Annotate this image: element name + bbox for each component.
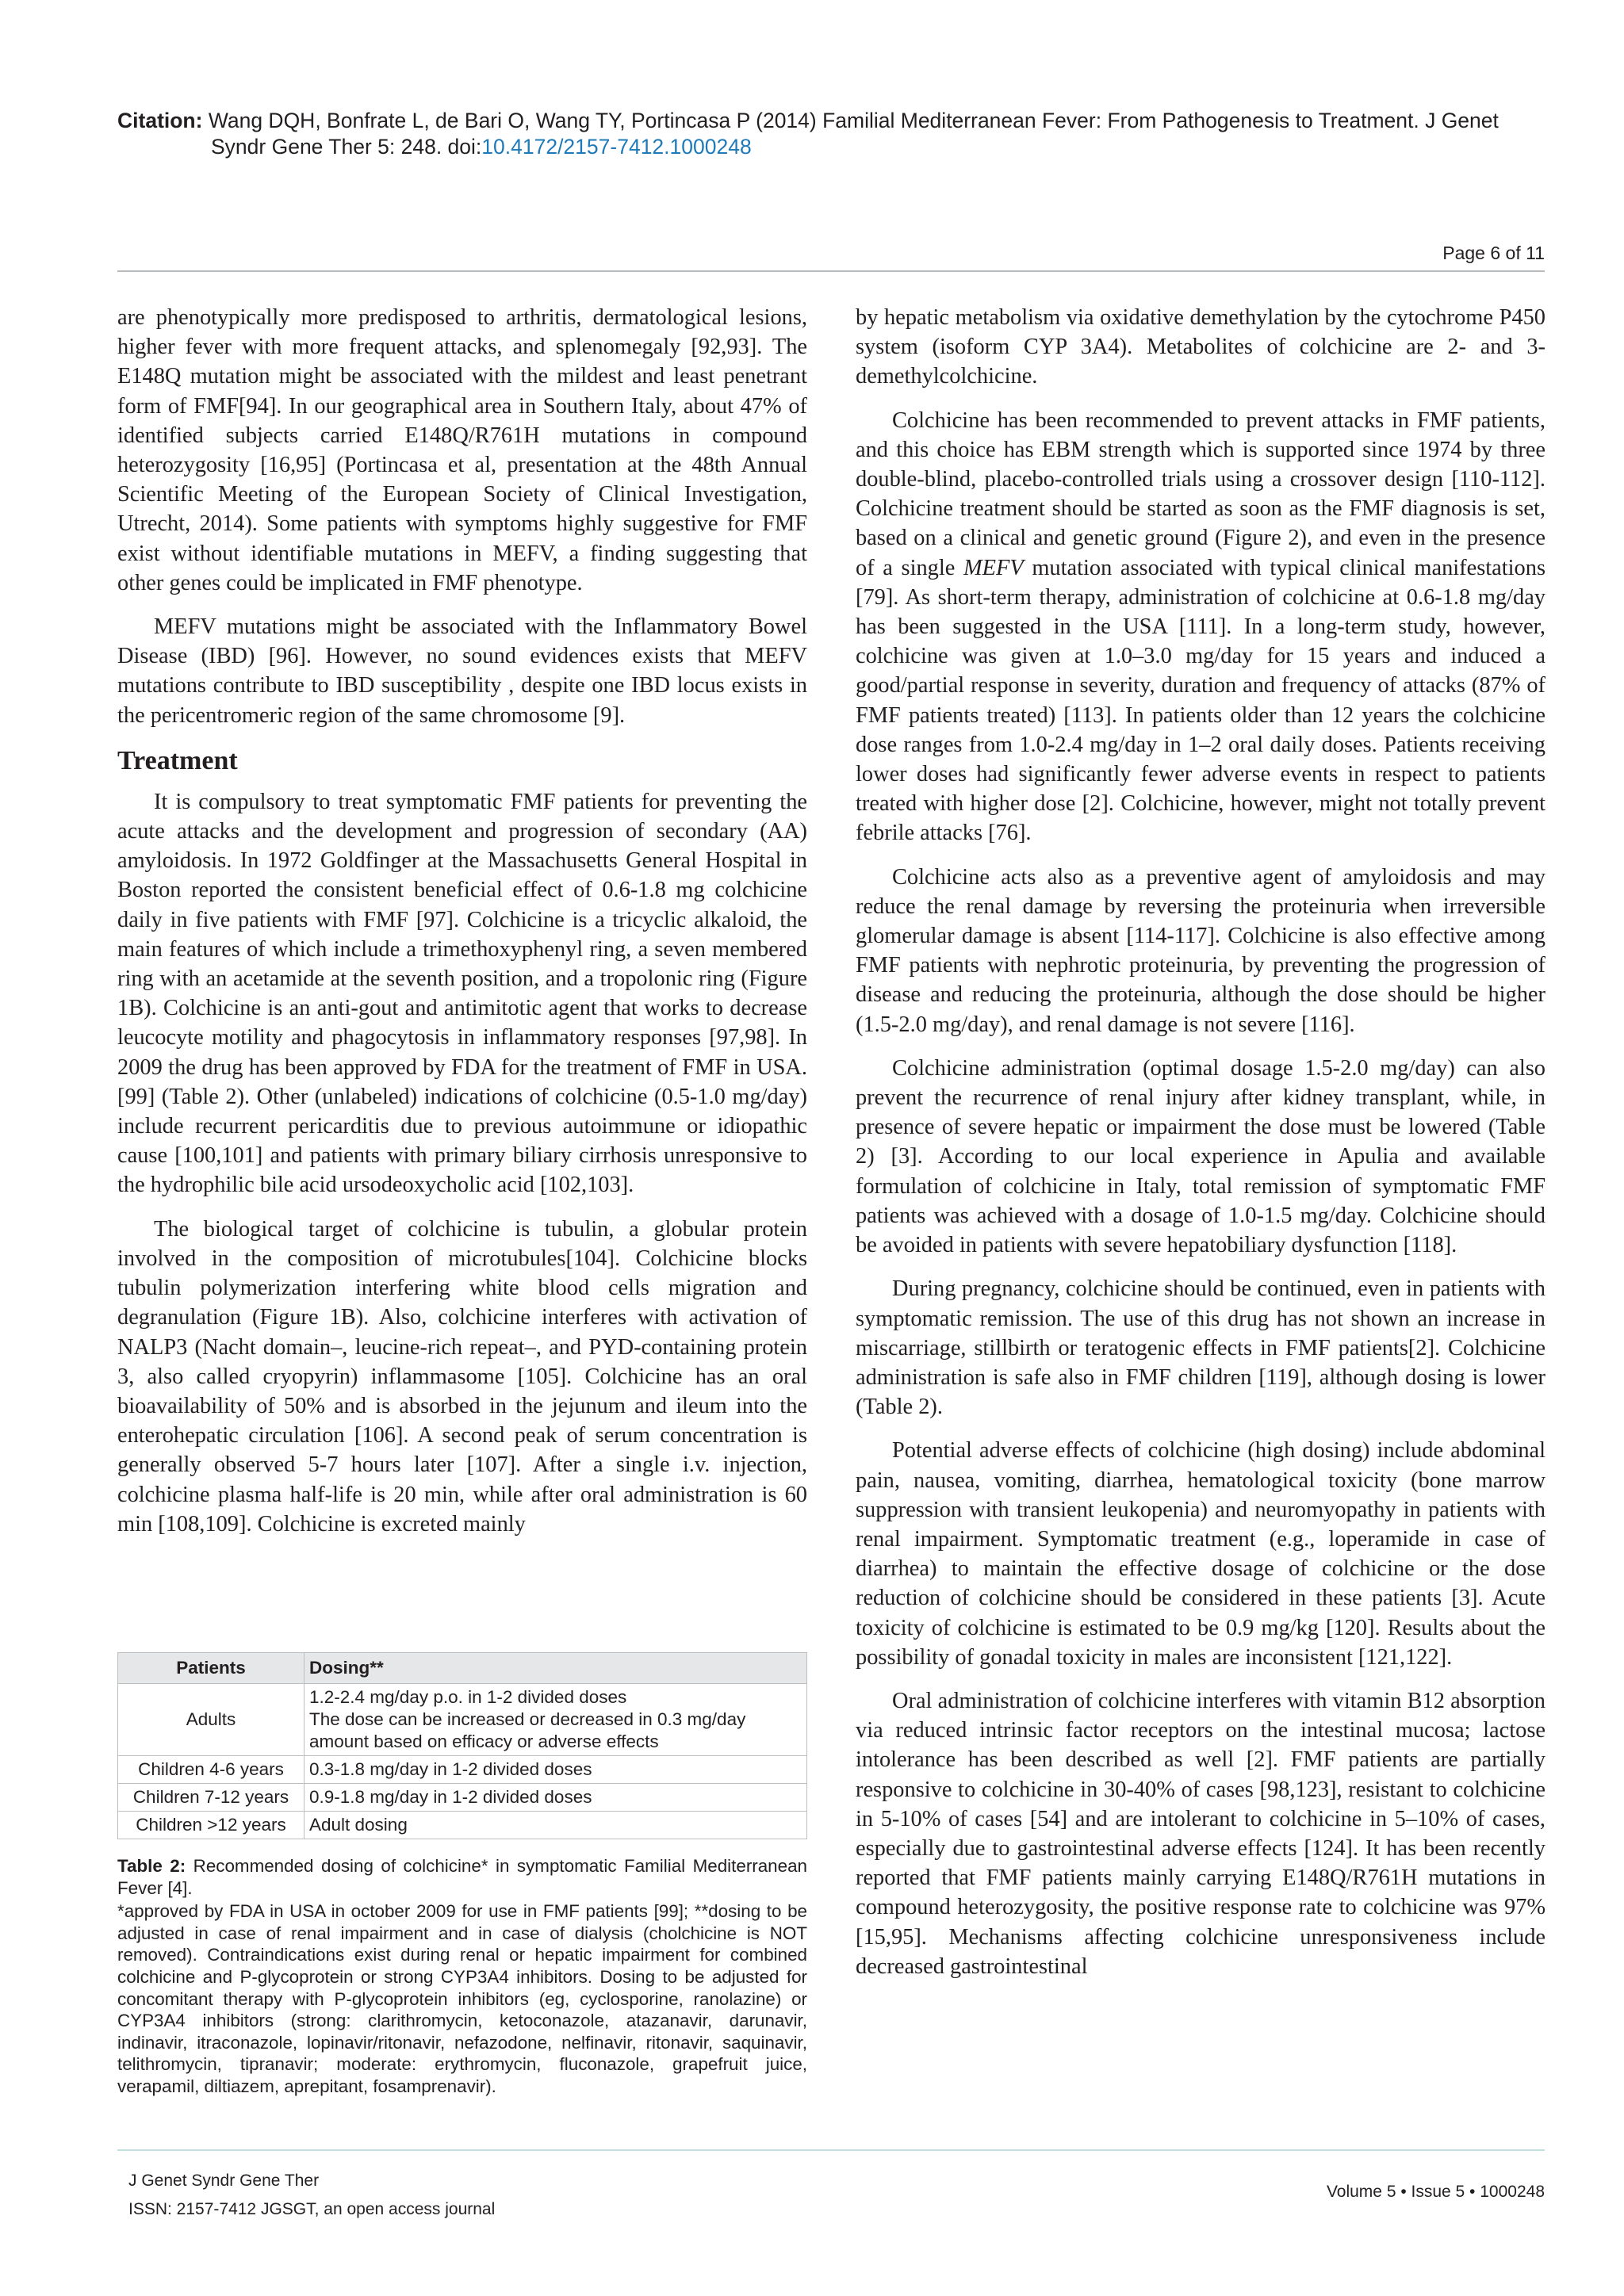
caption-title — [117, 1855, 807, 1899]
paragraph: Potential adverse effects of colchicine (high dosing) include abdominal pain, nausea, vomiting, diarrhea, hematological toxicity (bone marrow suppression with transient leukopenia) and neuromyopathy in patients with renal impairment. Symptomatic treatment (e.g., loperamide in case of diarrhea) to maintain the effective dosage of colchicine or the dose reduction of colchicine should be considered in these patients [3]. Acute toxicity of colchicine is estimated to be 0.9 mg/kg [120]. Results about the possibility of gonadal toxicity in males are inconsistent [121,122]. — [856, 1438, 1545, 1670]
paragraph: The biological target of colchicine is tubulin, a globular protein involved in the composition of microtubules[104]. Colchicine blocks tubulin polymerization interfering white blood cells migration and degranulation (Figure 1B). Also, colchicine interferes with activation of NALP3 (Nacht domain–, leucine-rich repeat–, and PYD-containing protein 3, also called cryopyrin) inflammasome [105]. Colchicine has an oral bioavailability of 50% and is absorbed in the jejunum and ileum into the enterohepatic circulation [106]. A second peak of serum concentration is generally observed 5-7 hours later [107]. After a single i.v. injection, colchicine plasma half-life is 20 min, while after oral administration is 60 min [108,109]. Colchicine is excreted mainly — [117, 1216, 807, 1536]
section-heading-treatment: Treatment — [117, 745, 238, 775]
paragraph-part: mutation associated with typical clinical manifestations [79]. As short-term therapy, administration of colchicine at 0.6-1.8 mg/day has been suggested in the USA [111]. In a long-term study, however, colchicine was given at 1.0–3.0 mg/day for 15 years and induced a good/partial response in severity, duration and frequency of attacks (87% of FMF patients treated) [113]. In patients older than 12 years the colchicine dose ranges from 1.0-2.4 mg/day in 1–2 oral daily doses. Patients receiving lower doses had significantly fewer adverse events in respect to patients treated with higher dose [2]. Colchicine, however, might not totally prevent febrile attacks [76]. — [856, 555, 1545, 846]
table-footnote: *approved by FDA in USA in october 2009 for use in FMF patients [99]; **dosing to be adjusted in case of renal impairment and in case of dialysis (cholchicine is NOT removed). Contraindications exist during renal or hepatic impairment for combined colchicine and P-glycoprotein or strong CYP3A4 inhibitors. Dosing to be adjusted for concomitant therapy with P-glycoprotein inhibitors (eg, cyclosporine, ranolazine) or CYP3A4 inhibitors (strong: clarithromycin, ketoconazole, atazanavir, darunavir, indinavir, itraconazole, lopinavir/ritonavir, nefazodone, nelfinavir, ritonavir, saquinavir, telithromycin, tipranavir; moderate: erythromycin, fluconazole, grapefruit juice, verapamil, diltiazem, aprepitant, fosamprenavir). — [117, 1901, 807, 2096]
left-column — [117, 303, 807, 1553]
dosing-line: The dose can be increased or decreased in 0.3 mg/day — [309, 1709, 746, 1729]
cell-dosing: 0.9-1.8 mg/day in 1-2 divided doses — [304, 1784, 807, 1812]
header-divider — [117, 270, 1545, 272]
right-column — [856, 303, 1545, 1996]
footer-journal-info — [128, 2167, 495, 2224]
cell-dosing: 0.3-1.8 mg/day in 1-2 divided doses — [304, 1756, 807, 1784]
paragraph — [856, 406, 1545, 848]
gene-name: MEFV — [963, 555, 1024, 580]
citation-source: Syndr Gene Ther 5: 248. doi: — [211, 135, 482, 159]
column-header-patients: Patients — [118, 1653, 304, 1684]
table-row — [118, 1784, 807, 1812]
table-caption — [117, 1855, 807, 2098]
paragraph: Colchicine administration (optimal dosage 1.5-2.0 mg/day) can also prevent the recurrence of renal injury after kidney transplant, while, in presence of severe hepatic or impairment the dose must be lowered (Table 2) [3]. According to our local experience in Apulia and available formulation of colchicine in Italy, total remission of symptomatic FMF patients was achieved with a dosage of 1.0-1.5 mg/day. Colchicine should be avoided in patients with severe hepatobiliary dysfunction [118]. — [856, 1055, 1545, 1258]
page-number: Page 6 of 11 — [1442, 243, 1545, 263]
doi-link[interactable]: 10.4172/2157-7412.1000248 — [481, 135, 752, 159]
footer-divider — [117, 2149, 1545, 2151]
table-row — [118, 1756, 807, 1784]
table-row — [118, 1684, 807, 1756]
paragraph: It is compulsory to treat symptomatic FMF patients for preventing the acute attacks and the development and progression of secondary (AA) amyloidosis. In 1972 Goldfinger at the Massachusetts General Hospital in Boston reported the consistent beneficial effect of 0.6-1.8 mg colchicine daily in five patients with FMF [97]. Colchicine is a tricyclic alkaloid, the main features of which include a trimethoxyphenyl ring, a seven membered ring with an acetamide at the seventh position, and a tropolonic ring (Figure 1B). Colchicine is an anti-gout and antimitotic agent that works to decrease leucocyte motility and phagocytosis in inflammatory responses [97,98]. In 2009 the drug has been approved by FDA for the treatment of FMF in USA. [99] (Table 2). Other (unlabeled) indications of colchicine (0.5-1.0 mg/day) include recurrent pericarditis due to previous autoimmune or idiopathic cause [100,101] and patients with primary biliary cirrhosis unresponsive to the hydrophilic bile acid ursodeoxycholic acid [102,103]. — [117, 789, 807, 1198]
cell-patients: Adults — [118, 1684, 304, 1756]
cell-dosing — [304, 1684, 807, 1756]
citation — [117, 108, 1561, 160]
paragraph: Colchicine acts also as a preventive agent of amyloidosis and may reduce the renal damage by reversing the proteinuria when irreversible glomerular damage is absent [114-117]. Colchicine is also effective among FMF patients with nephrotic proteinuria, by preventing the progression of disease and reducing the proteinuria, although the dose should be higher (1.5-2.0 mg/day), and renal damage is not severe [116]. — [856, 864, 1545, 1037]
cell-patients: Children 4-6 years — [118, 1756, 304, 1784]
paragraph: MEFV mutations might be associated with the Inflammatory Bowel Disease (IBD) [96]. However, no sound evidences exists that MEFV mutations contribute to IBD susceptibility , despite one IBD locus exists in the pericentromeric region of the same chromosome [9]. — [117, 614, 807, 728]
citation-line-2 — [117, 134, 1561, 160]
cell-patients: Children 7-12 years — [118, 1784, 304, 1812]
citation-line-1: Wang DQH, Bonfrate L, de Bari O, Wang TY, Portincasa P (2014) Familial Mediterranean Fever: From Pathogenesis to Treatment. J Genet — [208, 109, 1499, 132]
footer-volume: Volume 5 • Issue 5 • 1000248 — [1326, 2183, 1545, 2201]
paragraph: During pregnancy, colchicine should be continued, even in patients with symptomatic remission. The use of this drug has not shown an increase in miscarriage, stillbirth or teratogenic effects in FMF patients[2]. Colchicine administration is safe also in FMF children [119], although dosing is lower (Table 2). — [856, 1276, 1545, 1420]
paragraph: by hepatic metabolism via oxidative demethylation by the cytochrome P450 system (isoform CYP 3A4). Metabolites of colchicine are 2- and 3-demethylcolchicine. — [856, 305, 1545, 389]
caption-label: Table 2: — [117, 1856, 186, 1876]
footer-issn: ISSN: 2157-7412 JGSGT, an open access journal — [128, 2200, 496, 2218]
dosing-line: 1.2-2.4 mg/day p.o. in 1-2 divided doses — [309, 1687, 627, 1707]
citation-label: Citation: — [117, 109, 203, 132]
dosing-line: amount based on efficacy or adverse effects — [309, 1732, 659, 1751]
footer-journal: J Genet Syndr Gene Ther — [128, 2172, 320, 2190]
cell-patients: Children >12 years — [118, 1812, 304, 1839]
dosing-table — [117, 1652, 807, 1839]
paragraph: are phenotypically more predisposed to arthritis, dermatological lesions, higher fever with more frequent attacks, and splenomegaly [92,93]. The E148Q mutation might be associated with the mildest and least penetrant form of FMF[94]. In our geographical area in Southern Italy, about 47% of identified subjects carried E148Q/R761H mutations in compound heterozygosity [16,95] (Portincasa et al, presentation at the 48th Annual Scientific Meeting of the European Society of Clinical Investigation, Utrecht, 2014). Some patients with symptoms highly suggestive for FMF exist without identifiable mutations in MEFV, a finding suggesting that other genes could be implicated in FMF phenotype. — [117, 305, 807, 595]
paragraph-part: Colchicine has been recommended to prevent attacks in FMF patients, and this choice has EBM strength which is supported since 1974 by three double-blind, placebo-controlled trials using a crossover design [110-112]. Colchicine treatment should be started as soon as the FMF diagnosis is set, based on a clinical and genetic ground (Figure 2), and even in the presence of a single — [856, 408, 1545, 580]
caption-text: Recommended dosing of colchicine* in symptomatic Familial Mediterranean Fever [4]. — [117, 1856, 807, 1898]
column-header-dosing: Dosing** — [304, 1653, 807, 1684]
paragraph: Oral administration of colchicine interferes with vitamin B12 absorption via reduced intrinsic factor receptors on the intestinal mucosa; lactose intolerance has been described as well [2]. FMF patients are partially responsive to colchicine in 30-40% of cases [98,123], resistant to colchicine in 5-10% of cases [54] and are intolerant to colchicine in 5–10% of cases, especially due to gastrointestinal adverse effects [124]. It has been recently reported that FMF patients mainly carrying E148Q/R761H mutations in compound heterozygosity, the positive response rate to colchicine was 97% [15,95]. Mechanisms affecting colchicine unresponsiveness include decreased gastrointestinal — [856, 1688, 1545, 1979]
table-header-row — [118, 1653, 807, 1684]
cell-dosing: Adult dosing — [304, 1812, 807, 1839]
table-row — [118, 1812, 807, 1839]
